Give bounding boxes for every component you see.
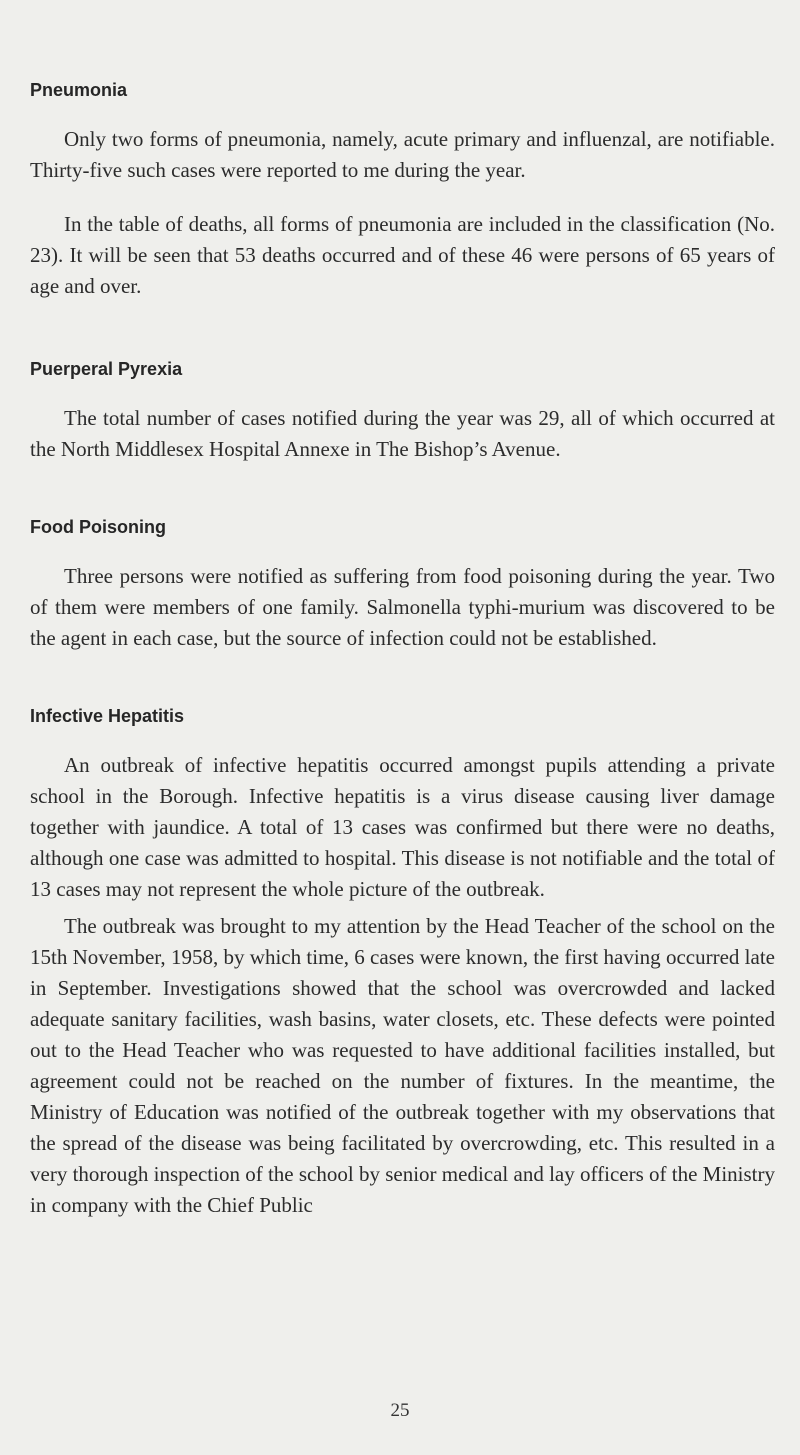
section-pneumonia (30, 78, 775, 302)
section-food-poisoning (30, 515, 775, 654)
heading-infective-hepatitis: Infective Hepatitis (30, 706, 185, 726)
heading-food-poisoning: Food Poisoning (30, 517, 166, 537)
page-number: 25 (390, 1400, 410, 1421)
heading-puerperal-pyrexia: Puerperal Pyrexia (30, 359, 183, 379)
section-puerperal-pyrexia (30, 357, 775, 465)
paragraph: Only two forms of pneumonia, namely, acute primary and influenzal, are notifiable. Thirty-five such cases were reported to me during the year. (30, 127, 775, 182)
paragraph: The total number of cases notified during the year was 29, all of which occurred at the North Middlesex Hospital Annexe in The Bishop’s Avenue. (30, 406, 775, 461)
section-infective-hepatitis (30, 704, 775, 1221)
paragraph: Three persons were notified as suffering from food poisoning during the year. Two of them were members of one family. Salmonella typhi-murium was discovered to be the agent in each case, but the source of infection could not be established. (30, 564, 775, 650)
paragraph: The outbreak was brought to my attention by the Head Teacher of the school on the 15th November, 1958, by which time, 6 cases were known, the first having occurred late in September. Investigations showed that the school was overcrowded and lacked adequate sanitary facilities, wash basins, water closets, etc. These defects were pointed out to the Head Teacher who was requested to have additional facilities installed, but agreement could not be reached on the number of fixtures. In the meantime, the Ministry of Education was notified of the outbreak together with my observations that the spread of the disease was being facilitated by overcrowding, etc. This resulted in a very thorough inspection of the school by senior medical and lay officers of the Ministry in company with the Chief Public (30, 914, 775, 1217)
paragraph: In the table of deaths, all forms of pneumonia are included in the classification (No. 23). It will be seen that 53 deaths occurred and of these 46 were persons of 65 years of age and over. (30, 212, 775, 298)
heading-pneumonia: Pneumonia (30, 80, 128, 100)
paragraph: An outbreak of infective hepatitis occurred amongst pupils attending a private school in the Borough. Infective hepatitis is a virus disease causing liver damage together with jaundice. A total of 13 cases was confirmed but there were no deaths, although one case was admitted to hospital. This disease is not notifiable and the total of 13 cases may not represent the whole picture of the outbreak. (30, 753, 775, 901)
